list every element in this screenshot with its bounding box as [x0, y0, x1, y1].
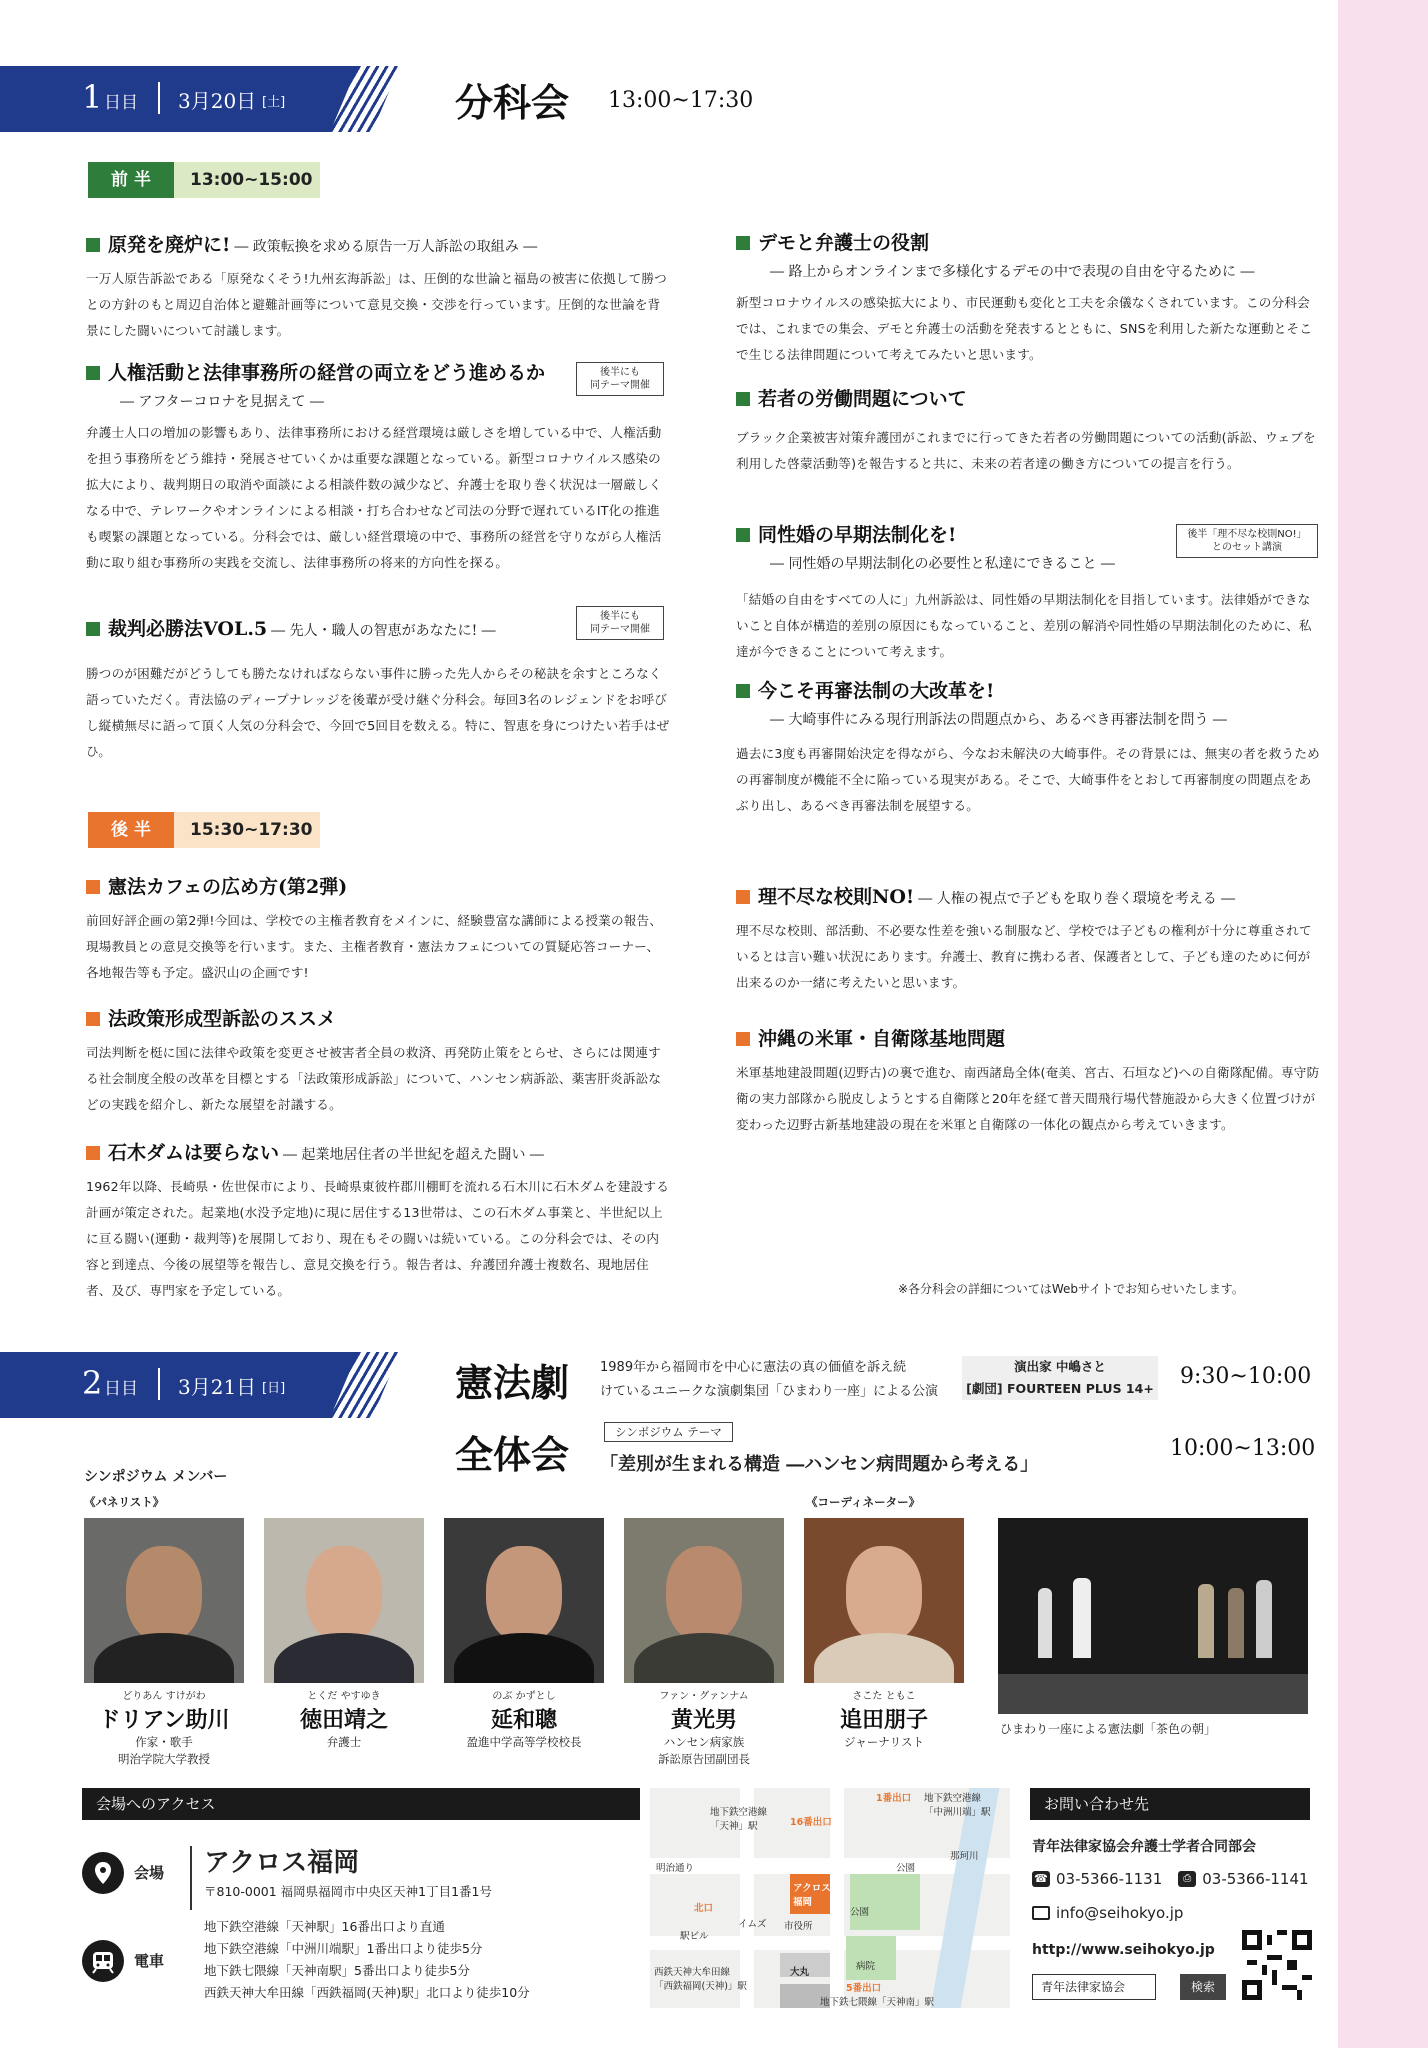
day1-unit: 日目: [104, 93, 138, 113]
day1-time: 13:00~17:30: [608, 88, 754, 113]
fax-icon: ⎙: [1178, 1871, 1196, 1887]
session-title: 今こそ再審法制の大改革を!: [758, 680, 995, 702]
venue-name: アクロス福岡: [204, 1848, 360, 1878]
theme-text: 「差別が生まれる構造 ―ハンセン病問題から考える」: [600, 1454, 1039, 1475]
day1-title: 分科会: [455, 80, 570, 125]
session-okinawa: [736, 1024, 1320, 1138]
session-hoseisaku: [86, 1004, 670, 1118]
contact-fax: 03-5366-1141: [1202, 1870, 1309, 1888]
session-marker: [736, 1032, 750, 1046]
director-name: 演出家 中嶋さと: [1014, 1359, 1106, 1374]
route-item: 地下鉄空港線「中洲川端駅」1番出口より徒歩5分: [204, 1941, 483, 1956]
session-marker: [736, 392, 750, 406]
speaker-card: [84, 1518, 244, 1768]
access-map: [650, 1788, 1010, 2008]
divider: [158, 82, 160, 114]
search-button[interactable]: 検索: [1180, 1974, 1226, 2000]
session-marker: [86, 238, 100, 252]
map-label: 地下鉄七隈線「天神南」駅: [820, 1997, 935, 2008]
session-saishin: [736, 676, 1320, 819]
session-title: 沖縄の米軍・自衛隊基地問題: [758, 1028, 1006, 1050]
map-label: 公園: [850, 1907, 870, 1918]
session-subtitle: ― 大崎事件にみる現行刑訴法の問題点から、あるべき再審法制を問う ―: [770, 712, 1227, 728]
session-genpatsu: [86, 230, 670, 344]
search-box[interactable]: 青年法律家協会: [1032, 1974, 1156, 2000]
director-box: [962, 1356, 1158, 1400]
session-wakamono: [736, 384, 1320, 477]
session-subtitle: ― 路上からオンラインまで多様化するデモの中で表現の自由を守るために ―: [770, 264, 1255, 280]
map-label: イムズ: [738, 1919, 767, 1930]
session-marker: [86, 880, 100, 894]
play-description-line: 1989年から福岡市を中心に憲法の真の価値を訴え続: [600, 1360, 907, 1375]
stage-caption: ひまわり一座による憲法劇「茶色の朝」: [1000, 1722, 1217, 1736]
play-title: 憲法劇: [455, 1360, 570, 1405]
session-marker: [86, 1012, 100, 1026]
speaker-name: 延和聰: [490, 1707, 557, 1733]
day2-header: 2 日目 3月21日 [日]: [0, 1352, 600, 1418]
speaker-card: [804, 1518, 964, 1751]
speaker-role: 弁護士: [326, 1735, 362, 1749]
speaker-name: 徳田靖之: [299, 1707, 388, 1733]
map-label: 地下鉄空港線 「天神」駅: [710, 1807, 768, 1832]
session-body: 新型コロナウイルスの感染拡大により、市民運動も変化と工夫を余儀なくされています。この分科会では、これまでの集会、デモと弁護士の活動を発表するとともに、SNSを利用した新たな運動とそこで生じる法律問題について考えてみたいと思います。: [736, 295, 1313, 362]
speaker-kana: さこた ともこ: [852, 1691, 916, 1702]
session-kosoku: [736, 882, 1320, 996]
session-title: 若者の労働問題について: [758, 388, 967, 410]
speaker-card: [624, 1518, 784, 1768]
repeat-badge: 後半にも 同テーマ開催: [576, 362, 664, 396]
map-label: 公園: [896, 1863, 916, 1874]
session-marker: [736, 528, 750, 542]
contact-phone-row: [1032, 1870, 1309, 1888]
speaker-card: [264, 1518, 424, 1751]
session-title: 原発を廃炉に!: [108, 234, 231, 256]
speaker-kana: とくだ やすゆき: [307, 1691, 381, 1702]
contact-email[interactable]: info@seihokyo.jp: [1056, 1904, 1184, 1922]
phone-icon: ☎: [1032, 1871, 1050, 1887]
first-half-label: 前 半: [88, 162, 174, 198]
day1-date: 3月20日: [178, 89, 257, 113]
stage-photo: [998, 1518, 1308, 1714]
session-body: 前回好評企画の第2弾!今回は、学校での主権者教育をメインに、経験豊富な講師による授業の報告、現場教員との意見交換等を行います。また、主権者教育・憲法カフェについての質疑応答コーナー、各地報告等も予定。盛沢山の企画です!: [86, 913, 663, 980]
session-marker: [86, 1146, 100, 1160]
speaker-kana: ファン・グァンナム: [659, 1691, 749, 1702]
session-subtitle: ― 同性婚の早期法制化の必要性と私達にできること ―: [770, 556, 1115, 572]
session-marker: [86, 366, 100, 380]
venue-label: 会場: [134, 1864, 165, 1882]
day2-dow: 日: [267, 1381, 281, 1396]
session-subtitle: ― アフターコロナを見据えて ―: [120, 394, 324, 410]
session-subtitle: ― 先人・職人の智恵があなたに! ―: [271, 623, 496, 639]
session-body: 過去に3度も再審開始決定を得ながら、今なお未解決の大崎事件。その背景には、無実の者を救うための再審制度が機能不全に陥っている現実がある。そこで、大崎事件をとおして再審制度の問題点をあぶり出し、あるべき再審法制を展望する。: [736, 746, 1320, 813]
speaker-name: ドリアン助川: [98, 1707, 230, 1733]
session-marker: [736, 684, 750, 698]
speaker-role: 盈進中学高等学校校長: [466, 1735, 582, 1749]
map-label: 駅ビル: [680, 1931, 709, 1942]
session-demo: [736, 228, 1320, 368]
speaker-role: ジャーナリスト: [843, 1735, 925, 1749]
day2-number: 2: [82, 1364, 103, 1402]
session-body: 米軍基地建設問題(辺野古)の裏で進む、南西諸島全体(奄美、宮古、石垣など)への自衛隊配備。専守防衛の実力部隊から脱皮しようとする自衛隊と20年を経て普天間飛行場代替施設から大きく位置づけが変わった辺野古新基地建設の現在を米軍と自衛隊の一体化の観点から考えていきます。: [736, 1065, 1320, 1132]
coordinator-label: 《コーディネーター》: [806, 1495, 921, 1509]
map-label: 病院: [856, 1961, 876, 1972]
qr-code-icon[interactable]: [1242, 1930, 1312, 2000]
session-title: 理不尽な校則NO!: [758, 886, 915, 908]
session-title: 同性婚の早期法制化を!: [758, 524, 957, 546]
route-item: 地下鉄七隈線「天神南駅」5番出口より徒歩5分: [204, 1963, 470, 1978]
session-body: 一万人原告訴訟である「原発なくそう!九州玄海訴訟」は、圧倒的な世論と福島の被害に依拠して勝つとの方針のもと周辺自治体と避難計画等について意見交換・交渉を行っています。圧倒的な世論を背景にした闘いについて討議します。: [86, 271, 667, 338]
divider: [158, 1368, 160, 1400]
session-kenpo-cafe: [86, 872, 670, 986]
session-title: デモと弁護士の役割: [758, 232, 930, 254]
access-header: 会場へのアクセス: [82, 1788, 640, 1820]
train-label: 電車: [134, 1952, 165, 1970]
play-description-line: けているユニークな演劇集団「ひまわり一座」による公演: [600, 1384, 939, 1399]
mail-icon: [1032, 1906, 1050, 1920]
plenary-title: 全体会: [455, 1432, 570, 1477]
map-label: 1番出口: [876, 1793, 912, 1804]
plenary-time: 10:00~13:00: [1170, 1436, 1316, 1461]
train-icon: [82, 1940, 124, 1982]
map-label: 那珂川: [950, 1851, 979, 1862]
speaker-role: ハンセン病家族 訴訟原告団副団長: [658, 1735, 750, 1766]
map-label: 5番出口: [846, 1983, 882, 1994]
route-item: 西鉄天神大牟田線「西鉄福岡(天神)駅」北口より徒歩10分: [204, 1985, 530, 2000]
map-label: アクロス 福岡: [793, 1883, 831, 1908]
session-body: 勝つのが困難だがどうしても勝たなければならない事件に勝った先人からその秘訣を余すところなく語っていただく。青法協のディープナレッジを後輩が受け継ぐ分科会。毎回3名のレジェンドをお呼びし縦横無尽に語って頂く人気の分科会で、今回で5回目を数える。特に、智恵を身につけたい若手はぜひ。: [86, 666, 670, 759]
session-body: 1962年以降、長崎県・佐世保市により、長崎県東彼杵郡川棚町を流れる石木川に石木ダムを建設する計画が策定された。起業地(水没予定地)に現に居住する13世帯は、この石木ダム事業と、半世紀以上に亘る闘い(運動・裁判等)を展開しており、現在もその闘いは続いている。この分科会では、その内容と到達点、今後の展望等を報告し、意見交換を行う。報告者は、弁護団弁護士複数名、現地居住者、及び、専門家を予定している。: [86, 1179, 669, 1298]
session-body: 司法判断を梃に国に法律や政策を変更させ被害者全員の救済、再発防止策をとらせ、さらには関連する社会制度全般の改革を目標とする「法政策形成訴訟」について、ハンセン病訴訟、薬害肝炎訴訟などの実践を紹介し、新たな展望を討議する。: [86, 1045, 662, 1112]
session-marker: [736, 236, 750, 250]
decorative-side-strip: [1338, 0, 1428, 2048]
session-subtitle: ― 政策転換を求める原告一万人訴訟の取組み ―: [234, 239, 538, 255]
speaker-card: [444, 1518, 604, 1751]
route-list: [204, 1916, 530, 2004]
second-half-label: 後 半: [88, 812, 174, 848]
detail-note: ※各分科会の詳細についてはWebサイトでお知らせいたします。: [898, 1282, 1244, 1296]
repeat-badge: 後半にも 同テーマ開催: [576, 606, 664, 640]
map-label: 市役所: [784, 1921, 813, 1932]
session-body: 理不尽な校則、部活動、不必要な性差を強いる制服など、学校では子どもの権利が十分に尊重されているとは言い難い状況にあります。弁護士、教育に携わる者、保護者として、子ども達のために何が出来るのか一緒に考えたいと思います。: [736, 923, 1312, 990]
session-title: 法政策形成型訴訟のススメ: [108, 1008, 337, 1030]
map-label: 地下鉄空港線 「中洲川端」駅: [924, 1793, 991, 1818]
map-label: 大丸: [790, 1967, 810, 1978]
contact-url[interactable]: http://www.seihokyo.jp: [1032, 1942, 1215, 1958]
divider: [190, 1846, 192, 1910]
map-pin-icon: [82, 1852, 124, 1894]
speaker-photo: [624, 1518, 784, 1683]
speaker-kana: どりあん すけがわ: [122, 1691, 206, 1702]
session-body: 「結婚の自由をすべての人に」九州訴訟は、同性婚の早期法制化を目指しています。法律婚ができないこと自体が構造的差別の原因にもなっていること、差別の解消や同性婚の早期法制化のために、私達が今できることについて考えます。: [736, 592, 1312, 659]
speaker-photo: [84, 1518, 244, 1683]
set-badge: 後半「理不尽な校則NO!」 とのセット講演: [1176, 524, 1318, 558]
speaker-name: 黄光男: [670, 1707, 737, 1733]
second-half-time: 15:30~17:30: [174, 812, 320, 848]
map-label: 北口: [694, 1903, 714, 1914]
session-body: ブラック企業被害対策弁護団がこれまでに行ってきた若者の労働問題についての活動(訴訟、ウェブを利用した啓蒙活動等)を報告すると共に、未来の若者達の働き方についての提言を行う。: [736, 430, 1316, 471]
play-time: 9:30~10:00: [1180, 1364, 1312, 1389]
session-ishiki-dam: [86, 1138, 670, 1304]
director-org: [劇団] FOURTEEN PLUS 14+: [966, 1381, 1154, 1396]
first-half-time: 13:00~15:00: [174, 162, 320, 198]
speaker-kana: のぶ かずとし: [492, 1691, 556, 1702]
session-title: 憲法カフェの広め方(第2弾): [108, 876, 348, 898]
contact-header: お問い合わせ先: [1030, 1788, 1310, 1820]
speaker-photo: [804, 1518, 964, 1683]
day2-unit: 日目: [104, 1379, 138, 1399]
speaker-photo: [444, 1518, 604, 1683]
map-label: 16番出口: [790, 1817, 832, 1828]
session-subtitle: ― 起業地居住者の半世紀を超えた闘い ―: [283, 1147, 544, 1163]
contact-tel[interactable]: 03-5366-1131: [1056, 1870, 1163, 1888]
session-body: 弁護士人口の増加の影響もあり、法律事務所における経営環境は厳しさを増している中で、人権活動を担う事務所をどう維持・発展させていくかは重要な課題となっている。新型コロナウイルス感染の拡大により、裁判期日の取消や面談による相談件数の減少など、弁護士を取り巻く状況は一層厳しくなる中で、テレワークやオンラインによる相談・打ち合わせなど司法の分野で遅れているIT化の推進も喫緊の課題となっている。分科会では、厳しい経営環境の中で、事務所の経営を守りながら人権活動に取り組む事務所の実践を交流し、法律事務所の将来的方向性を探る。: [86, 425, 662, 570]
session-marker: [736, 890, 750, 904]
venue-address: 〒810-0001 福岡県福岡市中央区天神1丁目1番1号: [204, 1884, 493, 1899]
contact-email-row: [1032, 1904, 1183, 1922]
map-label: 西鉄天神大牟田線 「西鉄福岡(天神)」駅: [654, 1967, 747, 1992]
session-marker: [86, 622, 100, 636]
members-label: シンポジウム メンバー: [84, 1469, 228, 1485]
session-subtitle: ― 人権の視点で子どもを取り巻く環境を考える ―: [918, 891, 1236, 907]
map-label: 明治通り: [656, 1863, 695, 1874]
speaker-photo: [264, 1518, 424, 1683]
session-title: 人権活動と法律事務所の経営の両立をどう進めるか: [108, 362, 546, 384]
session-title: 石木ダムは要らない: [108, 1142, 280, 1164]
play-description: [600, 1356, 960, 1404]
session-title: 裁判必勝法VOL.5: [108, 618, 268, 640]
day1-dow: 土: [267, 95, 281, 110]
speaker-role: 作家・歌手 明治学院大学教授: [118, 1735, 210, 1766]
route-item: 地下鉄空港線「天神駅」16番出口より直通: [204, 1919, 445, 1934]
contact-org: 青年法律家協会弁護士学者合同部会: [1032, 1839, 1256, 1855]
day1-number: 1: [82, 78, 103, 116]
theme-tag: シンポジウム テーマ: [604, 1422, 733, 1442]
day2-date: 3月21日: [178, 1375, 257, 1399]
panelist-label: 《パネリスト》: [84, 1495, 165, 1509]
speaker-name: 追田朋子: [839, 1707, 928, 1733]
day1-header: 1 日目 3月20日 [土]: [0, 66, 600, 132]
